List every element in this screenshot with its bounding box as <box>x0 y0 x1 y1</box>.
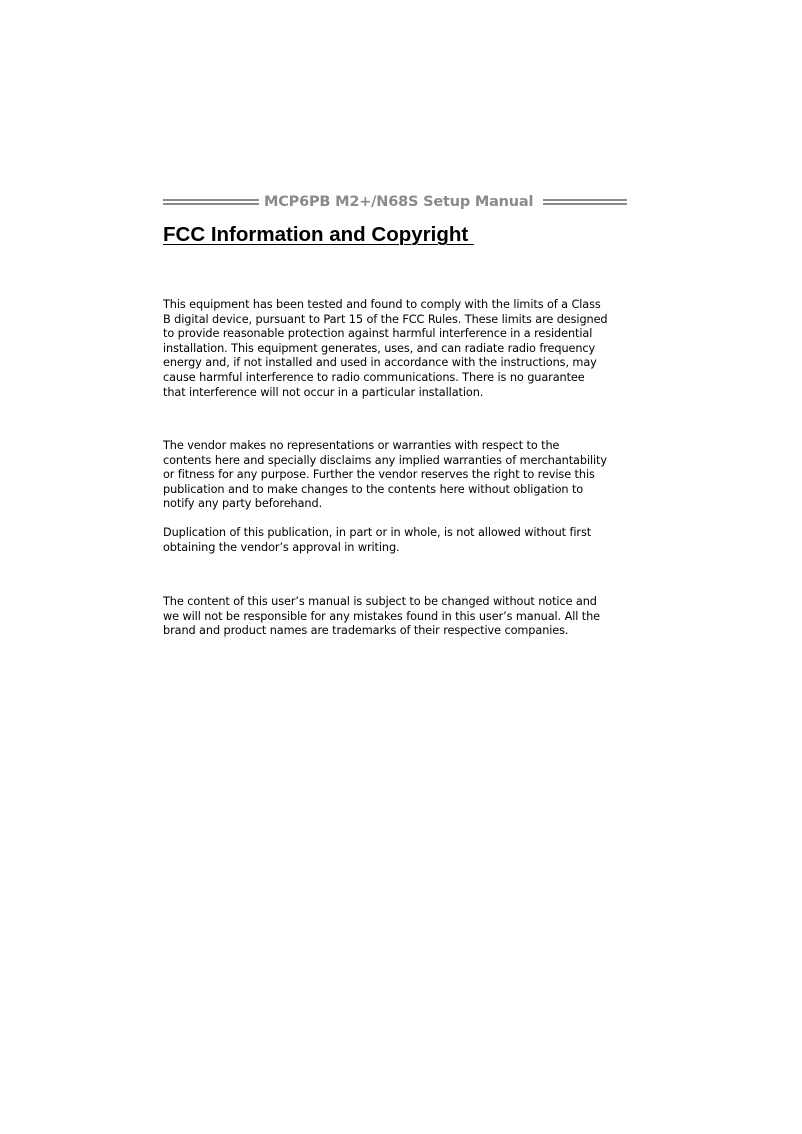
header-rule-left <box>163 199 259 205</box>
text-line: contents here and specially disclaims any implied warranties of merchantability <box>163 453 607 467</box>
fcc-compliance-paragraph <box>163 298 643 400</box>
text-line: B digital device, pursuant to Part 15 of the FCC Rules. These limits are designed <box>163 312 608 326</box>
text-line: This equipment has been tested and found to comply with the limits of a Class <box>163 298 601 311</box>
header-rule-right <box>543 199 627 205</box>
page-title: FCC Information and Copyright <box>163 223 474 246</box>
trademark-paragraph <box>163 595 643 639</box>
text-line: The content of this user’s manual is subject to be changed without notice and <box>163 595 597 608</box>
text-line: The vendor makes no representations or warranties with respect to the <box>163 439 560 452</box>
text-line: Duplication of this publication, in part or in whole, is not allowed without first <box>163 526 592 539</box>
text-line: we will not be responsible for any mistakes found in this user’s manual. All the <box>163 609 601 623</box>
text-line: publication and to make changes to the contents here without obligation to <box>163 482 584 496</box>
text-line: cause harmful interference to radio communications. There is no guarantee <box>163 370 585 384</box>
text-line: energy and, if not installed and used in accordance with the instructions, may <box>163 356 597 370</box>
text-line: obtaining the vendor’s approval in writing. <box>163 540 400 554</box>
text-line: that interference will not occur in a particular installation. <box>163 385 484 399</box>
text-line: installation. This equipment generates, uses, and can radiate radio frequency <box>163 341 596 355</box>
text-line: brand and product names are trademarks of their respective companies. <box>163 624 569 638</box>
text-line: to provide reasonable protection against harmful interference in a residential <box>163 327 593 341</box>
text-line: notify any party beforehand. <box>163 497 323 511</box>
header-title: MCP6PB M2+/N68S Setup Manual <box>264 194 534 210</box>
text-line: or fitness for any purpose. Further the vendor reserves the right to revise this <box>163 468 595 482</box>
warranty-disclaimer-paragraph <box>163 439 643 512</box>
duplication-paragraph <box>163 526 643 555</box>
running-header <box>163 190 635 214</box>
